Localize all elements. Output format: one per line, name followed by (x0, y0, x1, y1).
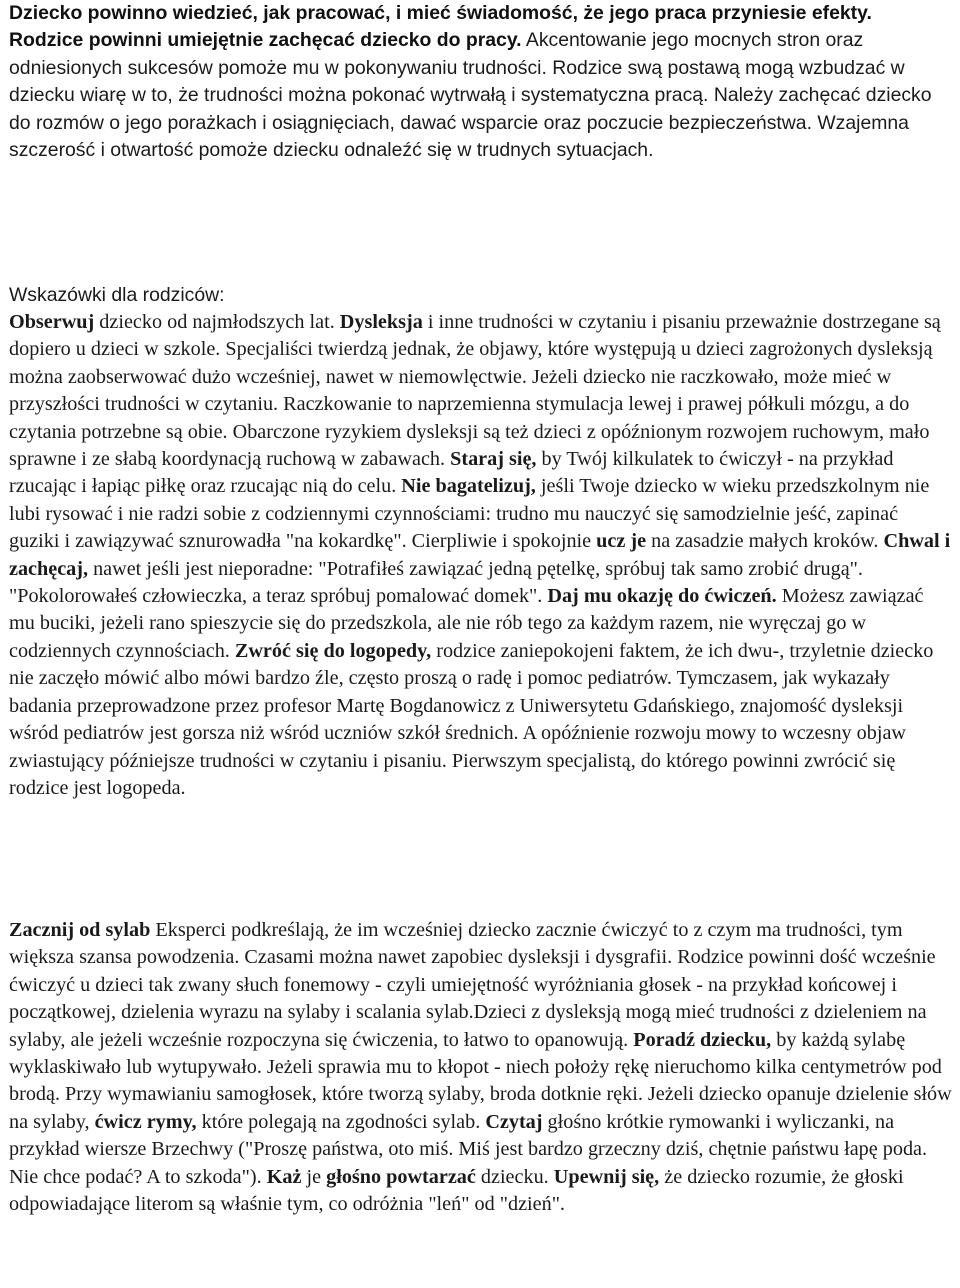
text-run: że dziecko rozumie, że głoski odpowiadające literom są właśnie tym, co odróżnia "leń" od "dzień". (9, 1165, 904, 1216)
intro-bold-sentence-1: Dziecko powinno wiedzieć, jak pracować, i mieć świadomość, że jego praca przyniesie efekty. (9, 2, 872, 24)
intro-text: Akcentowanie jego mocnych stron oraz odniesionych sukcesów pomoże mu w pokonywaniu trudności. Rodzice swą postawą mogą wzbudzać w dziecku wiarę w to, że trudności można pokonać wytrwałą i systematyczna pracą. Należy zachęcać dziecko do rozmów o jego porażkach i osiągnięciach, dawać wsparcie oraz poczucie bezpieczeństwa. Wzajemna szczerość i otwartość pomoże dziecku odnaleźć się w trudnych sytuacjach. (9, 29, 932, 162)
text-run: na zasadzie małych kroków. (646, 530, 884, 553)
bold-phrase: Chwal i zachęcaj, (9, 530, 951, 580)
section-heading: Wskazówki dla rodziców: (9, 284, 225, 306)
section-syllables-paragraph (9, 917, 952, 1218)
bold-phrase: Obserwuj (9, 311, 95, 333)
text-run: i inne trudności w czytaniu i pisaniu przeważnie dostrzegane są dopiero u dzieci w szkole. Specjaliści twierdzą jednak, że objawy, które występują u dzieci zagrożonych dysleksją można zaobserwować dużo wcześniej, nawet w niemowlęctwie. Jeżeli dziecko nie raczkowało, może mieć w przyszłości trudności w czytaniu. Raczkowanie to naprzemienna stymulacja lewej i prawej półkuli mózgu, a do czytania potrzebne są obie. Obarczone ryzykiem dysleksji są też dzieci z opóźnionym rozwojem ruchowym, mało sprawne i ze słabą koordynacją ruchową w zabawach. (9, 311, 941, 471)
bold-phrase: ćwicz rymy, (94, 1110, 197, 1133)
text-run: nawet jeśli jest nieporadne: "Potrafiłeś zawiązać jedną pętelkę, spróbuj tak samo zrobić drugą". "Pokolorowałeś człowieczka, a teraz spróbuj pomalować domek". (9, 557, 863, 608)
text-run: jeśli Twoje dziecko w wieku przedszkolnym nie lubi rysować i nie radzi sobie z codziennymi czynnościami: trudno mu nauczyć się samodzielnie jeść, zapinać guziki i zawiązywać sznurowadła "na kokardkę". Cierpliwie i spokojnie (9, 475, 930, 553)
bold-phrase: ucz je (596, 530, 647, 553)
intro-paragraph (9, 0, 952, 164)
bold-phrase: Czytaj (485, 1110, 543, 1133)
bold-phrase: Nie bagatelizuj, (401, 475, 536, 498)
bold-phrase: Daj mu okazję do ćwiczeń. (547, 585, 777, 608)
text-run: Eksperci podkreślają, że im wcześniej dziecko zacznie ćwiczyć to z czym ma trudności, tym większa szansa powodzenia. Czasami można nawet zapobiec dysleksji i dysgrafii. Rodzice powinni dość wcześnie ćwiczyć u dzieci tak zwany słuch fonemowy - czyli umiejętność wyróżniania głosek - na przykład końcowej i początkowej, dzielenia wyrazu na sylaby i scalania sylab.Dzieci z dysleksją mogą mieć trudności z dzieleniem na sylaby, ale jeżeli wcześnie rozpoczyna się ćwiczenia, to łatwo to opanowują. (9, 919, 936, 1051)
section-observe-paragraph (9, 309, 952, 802)
text-run: dziecku. (475, 1165, 554, 1188)
bold-phrase: Upewnij się, (553, 1165, 660, 1188)
text-run: by każdą sylabę wyklaskiwało lub wytupywało. Jeżeli sprawia mu to kłopot - niech położy rękę nieruchomo kilka centymetrów pod brodą. Przy wymawianiu samogłosek, które tworzą sylaby, broda dotknie ręki. Jeżeli dziecko opanuje dzielenie słów na sylaby, (9, 1028, 952, 1133)
section-observe-text (9, 309, 952, 802)
text-run: dziecko od najmłodszych lat. (94, 311, 340, 333)
section-syllables-text (9, 917, 952, 1218)
text-run: je (301, 1165, 327, 1188)
bold-phrase: Staraj się, (450, 448, 537, 471)
bold-phrase: Każ (266, 1165, 302, 1188)
bold-phrase: Poradź dziecku, (633, 1028, 772, 1051)
bold-phrase: Zwróć się do logopedy, (234, 639, 432, 662)
text-run: które polegają na zgodności sylab. (196, 1110, 486, 1133)
intro-bold-sentence-2: Rodzice powinni umiejętnie zachęcać dziecko do pracy. (9, 29, 522, 52)
bold-phrase: Zacznij od sylab (9, 919, 151, 941)
bold-phrase: Dysleksja (339, 311, 423, 333)
bold-phrase: głośno powtarzać (326, 1165, 476, 1188)
text-run: by Twój kilkulatek to ćwiczył - na przykład rzucając i łapiąc piłkę oraz rzucając nią do celu. (9, 448, 894, 498)
text-run: rodzice zaniepokojeni faktem, że ich dwu-, trzyletnie dziecko nie zaczęło mówić albo mówi bardzo źle, często proszą o radę i pomoc pediatrów. Tymczasem, jak wykazały badania przeprowadzone przez profesor Martę Bogdanowicz z Uniwersytetu Gdańskiego, znajomość dysleksji wśród pediatrów jest gorsza niż wśród uczniów szkół średnich. A opóźnienie rozwoju mowy to wczesny objaw zwiastujący późniejsze trudności w czytaniu i pisaniu. Pierwszym specjalistą, do którego powinni zwrócić się rodzice jest logopeda. (9, 639, 934, 799)
text-run: głośno krótkie rymowanki i wyliczanki, na przykład wiersze Brzechwy ("Proszę państwa, oto miś. Miś jest bardzo grzeczny dziś, chętnie państwu łapę poda. Nie chce podać? A to szkoda"). (9, 1110, 928, 1188)
text-run: Możesz zawiązać mu buciki, jeżeli rano spieszycie się do przedszkola, ale nie rób tego za każdym razem, nie wyręczaj go w codziennych czynnościach. (9, 585, 924, 662)
